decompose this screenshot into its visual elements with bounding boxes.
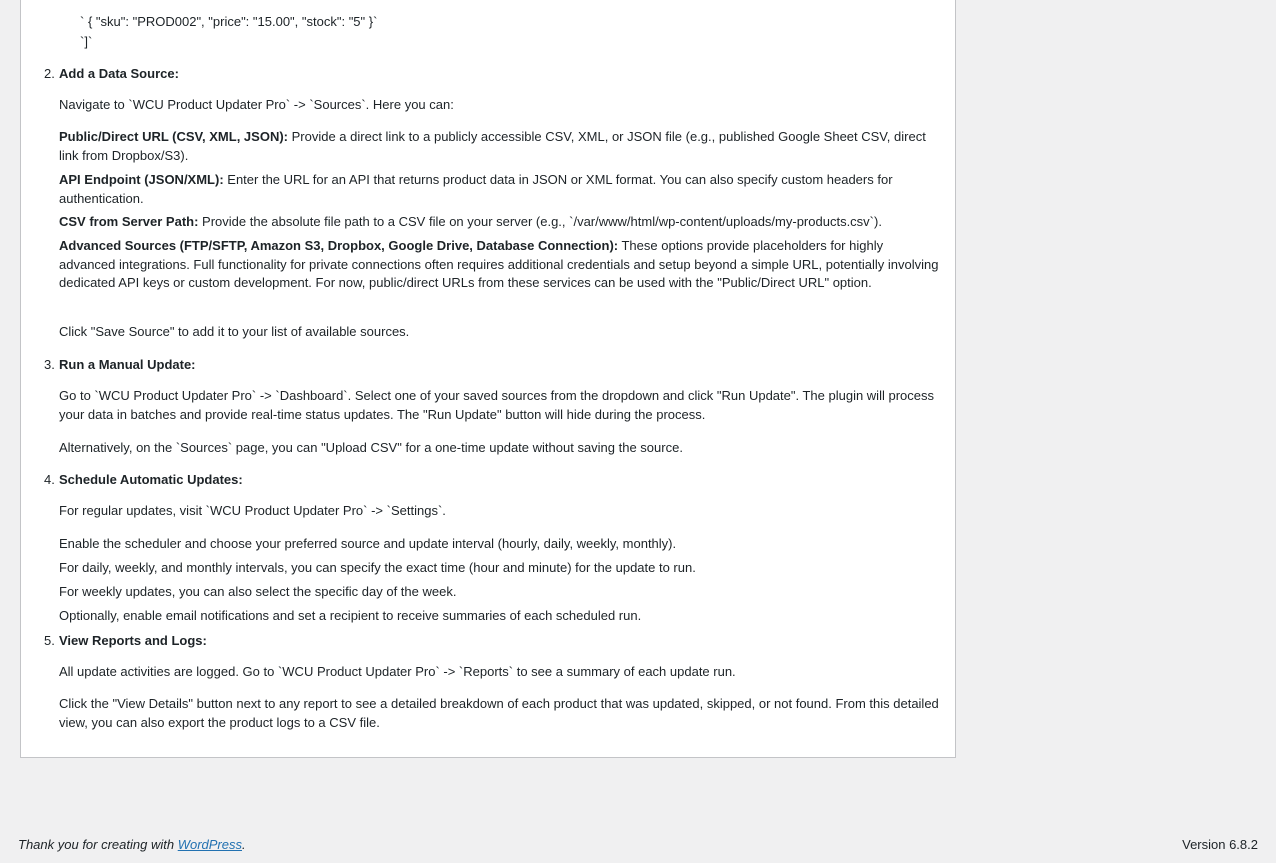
footer-thanks-suffix: . (242, 837, 246, 852)
footer-thanks (18, 836, 246, 854)
step-text: Go to `WCU Product Updater Pro` -> `Dashboard`. Select one of your saved sources from the dropdown and click "Run Update". The plugin will process your data in batches and provide real-time status updates. The "Run Update" button will hide during the process. (59, 388, 934, 422)
list-item (59, 213, 939, 232)
code-line: ` { "sku": "PROD002", "price": "15.00", "stock": "5" }` (80, 14, 378, 29)
content-card (20, 0, 956, 758)
item-label: API Endpoint (JSON/XML): (59, 172, 224, 187)
step-title: Add a Data Source: (59, 66, 179, 81)
step-title: View Reports and Logs: (59, 633, 207, 648)
list-item: Optionally, enable email notifications and set a recipient to receive summaries of each scheduled run. (59, 608, 642, 623)
step-number: 5. (44, 633, 55, 648)
step-number: 2. (44, 66, 55, 81)
step-title: Run a Manual Update: (59, 357, 196, 372)
list-item: For weekly updates, you can also select the specific day of the week. (59, 584, 457, 599)
step-text: Navigate to `WCU Product Updater Pro` -> `Sources`. Here you can: (59, 97, 454, 112)
code-line: `]` (80, 34, 93, 49)
step-number: 4. (44, 472, 55, 487)
item-text: Enter the URL for an API that returns product data in JSON or XML format. You can also specify custom headers for authentication. (59, 172, 893, 206)
step-text: Click "Save Source" to add it to your list of available sources. (59, 324, 410, 339)
item-text: Provide the absolute file path to a CSV file on your server (e.g., `/var/www/html/wp-content/uploads/my-products.csv`). (198, 214, 882, 229)
item-label: CSV from Server Path: (59, 214, 199, 229)
list-item (59, 237, 939, 293)
code-line (80, 0, 573, 2)
item-text: Provide a direct link to a publicly accessible CSV, XML, or JSON file (e.g., published Google Sheet CSV, direct link from Dropbox/S3). (59, 129, 926, 163)
step-text: Click the "View Details" button next to any report to see a detailed breakdown of each product that was updated, skipped, or not found. From this detailed view, you can also export the product logs to a CSV file. (59, 696, 939, 730)
item-text: These options provide placeholders for highly advanced integrations. Full functionality for private connections often requires additional credentials and setup beyond a simple URL, potentially involving dedicated API keys or custom development. For now, public/direct URLs from these services can be used with the "Public/Direct URL" option. (59, 238, 939, 290)
step-text: All update activities are logged. Go to `WCU Product Updater Pro` -> `Reports` to see a summary of each update run. (59, 664, 736, 679)
step-text: For regular updates, visit `WCU Product Updater Pro` -> `Settings`. (59, 503, 446, 518)
item-label: Public/Direct URL (CSV, XML, JSON): (59, 129, 288, 144)
wordpress-link[interactable]: WordPress (177, 837, 242, 852)
list-item: Enable the scheduler and choose your preferred source and update interval (hourly, daily, weekly, monthly). (59, 536, 677, 551)
step-title: Schedule Automatic Updates: (59, 472, 243, 487)
footer-thanks-text: Thank you for creating with (18, 837, 178, 852)
step-text: Alternatively, on the `Sources` page, you can "Upload CSV" for a one-time update without saving the source. (59, 440, 683, 455)
list-item: For daily, weekly, and monthly intervals, you can specify the exact time (hour and minute) for the update to run. (59, 560, 696, 575)
item-label: Advanced Sources (FTP/SFTP, Amazon S3, Dropbox, Google Drive, Database Connection): (59, 238, 619, 253)
list-item (59, 171, 939, 208)
step-number: 3. (44, 357, 55, 372)
footer-version: Version 6.8.2 (1182, 837, 1258, 852)
list-item (59, 128, 939, 165)
